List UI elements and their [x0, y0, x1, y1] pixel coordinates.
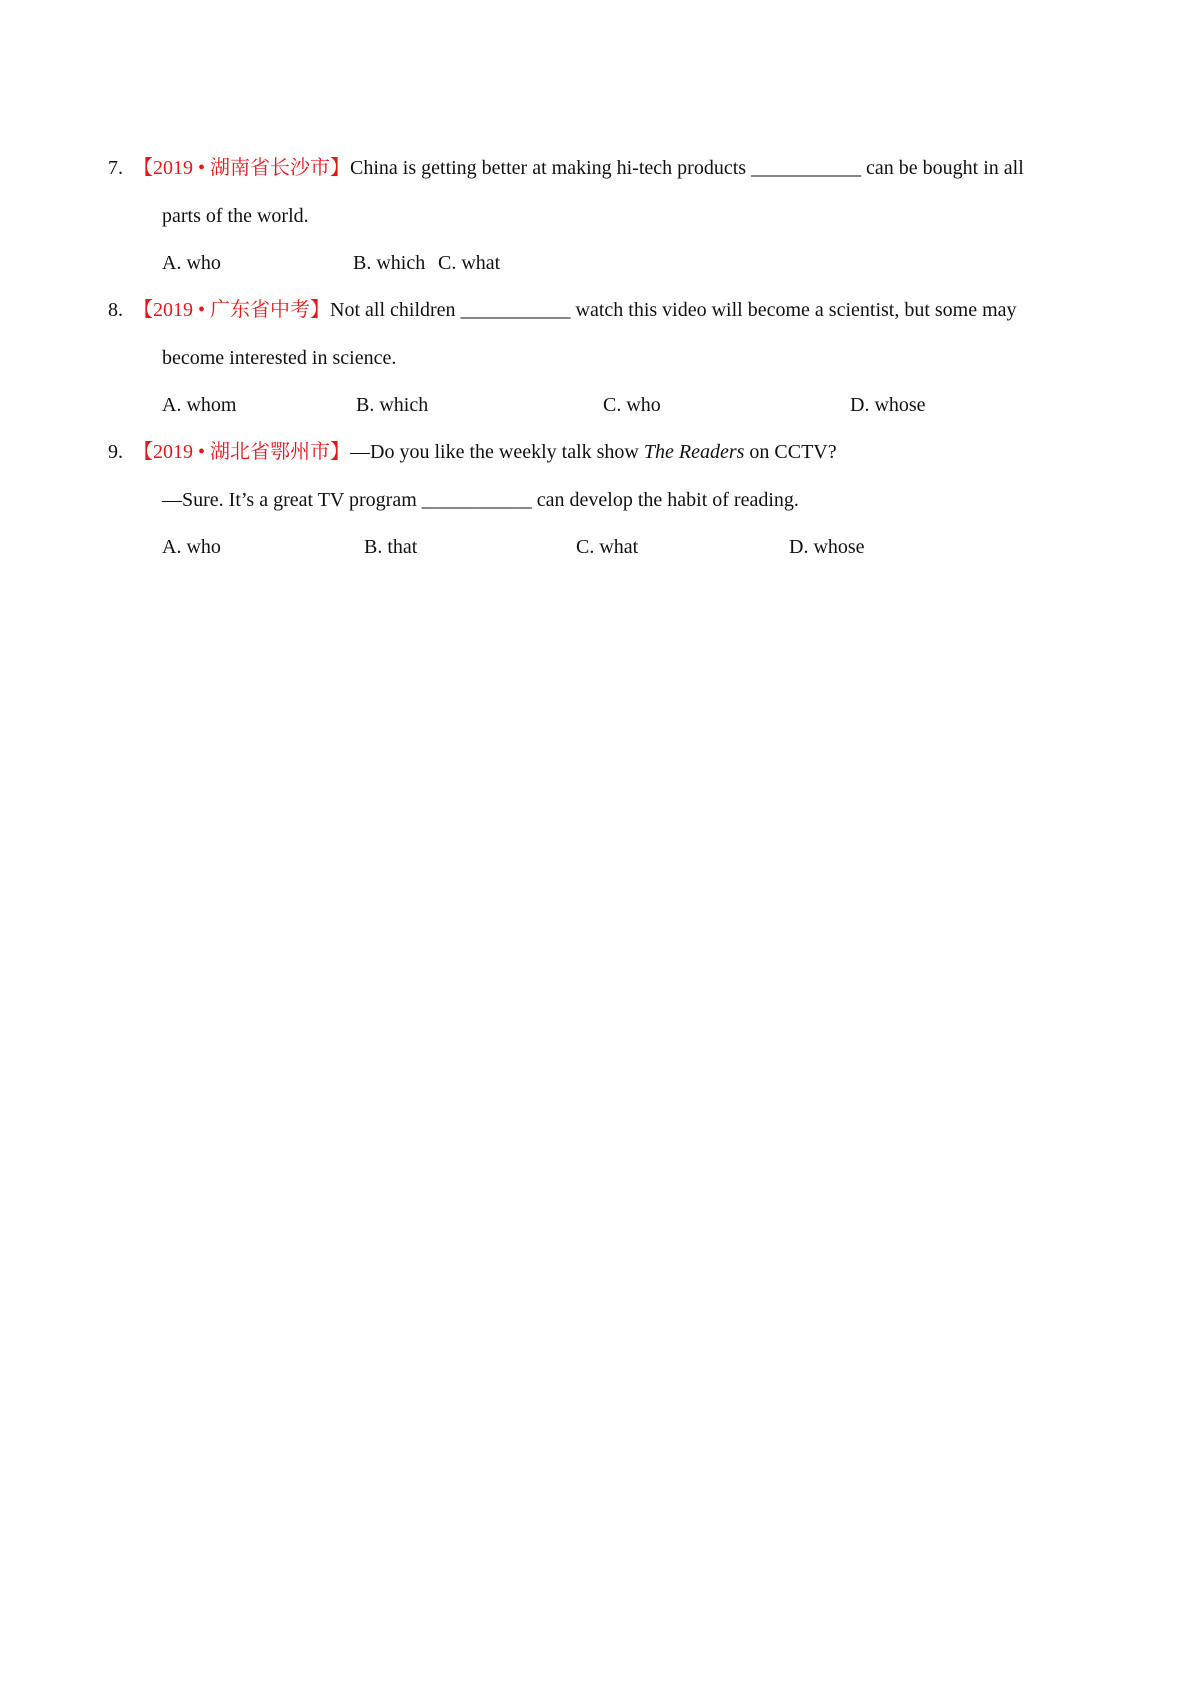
option-a: A. who	[162, 536, 221, 558]
option-b: B. which	[353, 252, 426, 274]
show-title: The Readers	[643, 441, 745, 463]
question-8-head	[133, 297, 1017, 323]
question-source: 【2019 • 广东省中考】	[133, 299, 331, 321]
option-b: B. which	[356, 394, 429, 416]
question-reply: —Sure. It’s a great TV program ___________ can develop the habit of reading.	[162, 489, 799, 511]
option-c: C. who	[603, 394, 661, 416]
question-source: 【2019 • 湖南省长沙市】	[133, 157, 351, 179]
question-stem-continued: become interested in science.	[162, 347, 397, 369]
question-stem-end: on CCTV?	[744, 441, 837, 463]
question-stem: China is getting better at making hi-tech products ___________ can be bought in all	[350, 157, 1024, 179]
option-c: C. what	[438, 252, 501, 274]
option-b: B. that	[364, 536, 418, 558]
question-7-head	[133, 155, 1024, 181]
option-d: D. whose	[850, 394, 926, 416]
question-stem: —Do you like the weekly talk show	[350, 441, 644, 463]
option-d: D. whose	[789, 536, 865, 558]
question-stem: Not all children ___________ watch this video will become a scientist, but some may	[330, 299, 1017, 321]
option-c: C. what	[576, 536, 639, 558]
question-number: 8.	[108, 299, 123, 321]
option-a: A. who	[162, 252, 221, 274]
question-number: 9.	[108, 441, 123, 463]
question-number: 7.	[108, 157, 123, 179]
question-stem-continued: parts of the world.	[162, 205, 309, 227]
option-a: A. whom	[162, 394, 237, 416]
question-9-head	[133, 439, 837, 465]
question-source: 【2019 • 湖北省鄂州市】	[133, 441, 351, 463]
